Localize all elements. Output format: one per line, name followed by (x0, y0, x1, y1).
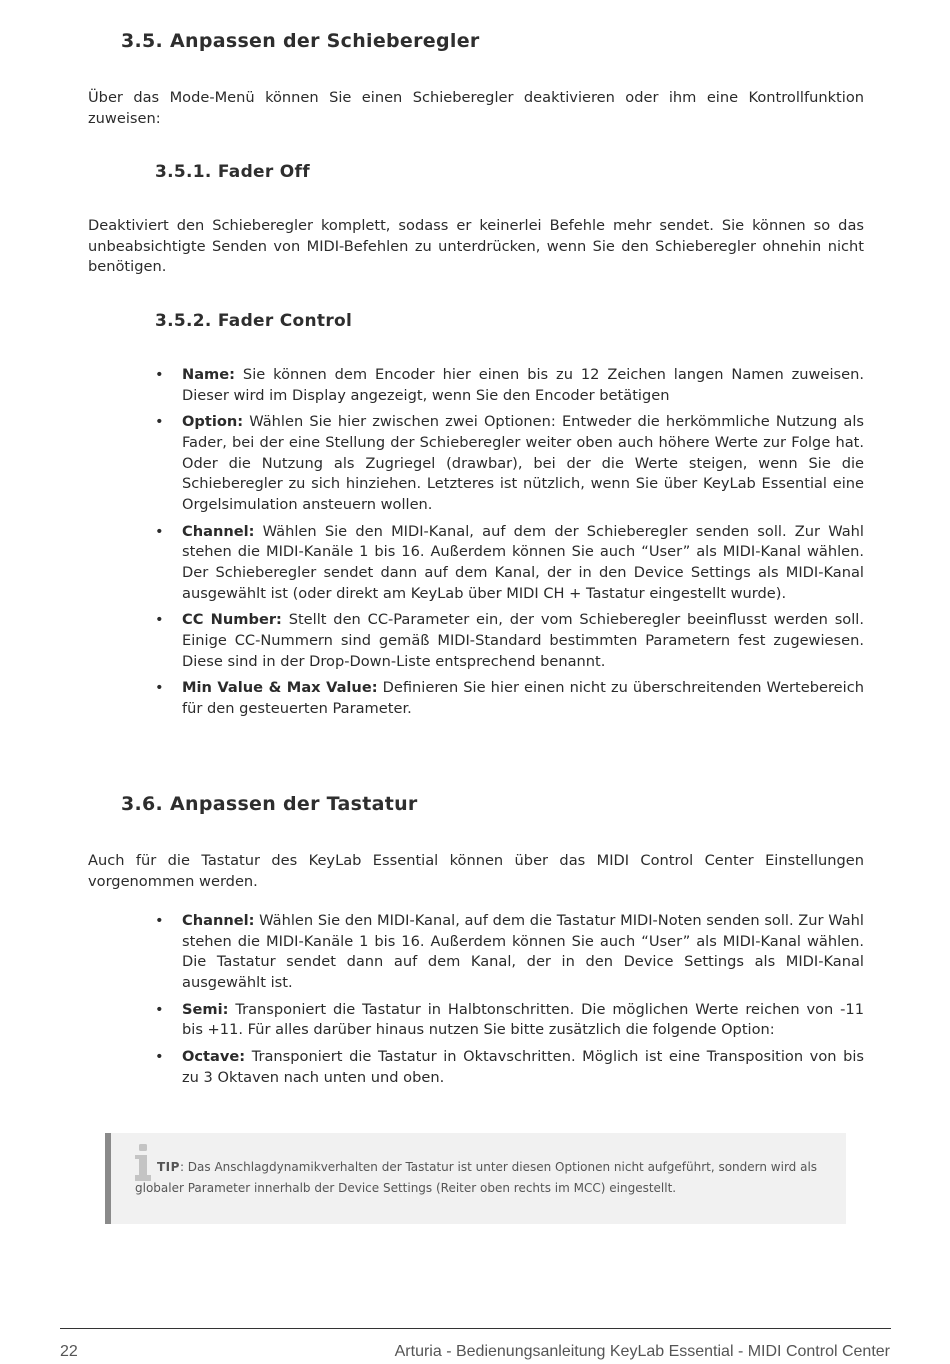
item-text: Definieren Sie hier einen nicht zu überschreitenden Wertebereich für den gesteuerten Parameter. (182, 679, 864, 717)
item-term: CC Number: (182, 611, 282, 629)
list-item (155, 911, 864, 994)
fader-control-list (155, 365, 864, 725)
section-3-5-1-title: 3.5.1. Fader Off (155, 162, 310, 182)
list-item (155, 610, 864, 672)
section-3-6-intro: Auch für die Tastatur des KeyLab Essential können über das MIDI Control Center Einstellungen vorgenommen werden. (88, 852, 864, 890)
item-text: Wählen Sie hier zwischen zwei Optionen: Entweder die herkömmliche Nutzung als Fader, bei der eine Stellung der Schieberegler weiter oben auch höhere Werte zur Folge hat. Oder die Nutzung als Zugriegel (drawbar), bei der die Werte steigen, wenn Sie die Schieberegler zu sich hinziehen. Letzteres ist nützlich, wenn Sie über KeyLab Essential eine Orgelsimulation ansteuern wollen. (182, 413, 864, 514)
tip-label: TIP (157, 1160, 180, 1174)
section-3-5-intro: Über das Mode-Menü können Sie einen Schieberegler deaktivieren oder ihm eine Kontrollfunktion zuweisen: (88, 89, 864, 127)
item-text: Wählen Sie den MIDI-Kanal, auf dem der Schieberegler senden soll. Zur Wahl stehen die MIDI-Kanäle 1 bis 16. Außerdem können Sie auch “User” als MIDI-Kanal wählen. Der Schieberegler sendet dann auf dem Kanal, der in den Device Settings als MIDI-Kanal ausgewählt ist (oder direkt am KeyLab über MIDI CH + Tastatur eingestellt wurde). (182, 522, 864, 602)
list-item (155, 1047, 864, 1088)
bullet-icon: • (155, 413, 164, 431)
item-text: Sie können dem Encoder hier einen bis zu 12 Zeichen langen Namen zuweisen. Dieser wird im Display angezeigt, wenn Sie den Encoder betätigen (182, 366, 864, 404)
bullet-icon: • (155, 611, 164, 629)
item-text: Stellt den CC-Parameter ein, der vom Schieberegler beeinflusst werden soll. Einige CC-Nummern sind gemäß MIDI-Standard bestimmten Parametern fest zugewiesen. Diese sind in der Drop-Down-Liste entsprechend benannt. (182, 611, 864, 670)
footer-divider (60, 1328, 891, 1329)
list-item (155, 678, 864, 719)
item-text: Wählen Sie den MIDI-Kanal, auf dem die Tastatur MIDI-Noten senden soll. Zur Wahl stehen die MIDI-Kanäle 1 bis 16. Außerdem können Sie auch “User” als MIDI-Kanal wählen. Die Tastatur sendet dann auf dem Kanal, der in den Device Settings als MIDI-Kanal ausgewählt ist. (182, 912, 864, 992)
item-text: Transponiert die Tastatur in Oktavschritten. Möglich ist eine Transposition von bis zu 3 Oktaven nach unten und oben. (182, 1047, 864, 1086)
tip-text (135, 1157, 835, 1199)
bullet-icon: • (155, 1000, 164, 1018)
bullet-icon: • (155, 366, 164, 383)
item-term: Option: (182, 413, 244, 431)
item-term: Semi: (182, 1000, 229, 1018)
section-3-5-title: 3.5. Anpassen der Schieberegler (121, 30, 480, 52)
bullet-icon: • (155, 1047, 164, 1065)
section-3-5-2-title: 3.5.2. Fader Control (155, 311, 353, 331)
list-item (155, 1000, 864, 1041)
section-3-6-title: 3.6. Anpassen der Tastatur (121, 793, 418, 815)
item-term: Min Value & Max Value: (182, 679, 378, 697)
footer-document-title: Arturia - Bedienungsanleitung KeyLab Essential - MIDI Control Center (394, 1343, 890, 1360)
bullet-icon: • (155, 522, 164, 540)
list-item (155, 365, 864, 406)
list-item (155, 412, 864, 516)
item-term: Channel: (182, 522, 255, 540)
section-3-5-1-text: Deaktiviert den Schieberegler komplett, sodass er keinerlei Befehle mehr sendet. Sie können so das unbeabsichtigte Senden von MIDI-Befehlen zu unterdrücken, wenn Sie den Schieberegler ohnehin nicht benötigen. (88, 217, 864, 276)
list-item (155, 522, 864, 605)
tip-body: : Das Anschlagdynamikverhalten der Tastatur ist unter diesen Optionen nicht aufgeführt, sondern wird als globaler Parameter innerhalb der Device Settings (Reiter oben rechts im MCC) eingestellt. (135, 1160, 818, 1195)
item-term: Name: (182, 366, 236, 383)
item-term: Channel: (182, 912, 255, 929)
page-number: 22 (60, 1343, 78, 1360)
bullet-icon: • (155, 912, 164, 929)
item-term: Octave: (182, 1047, 246, 1065)
bullet-icon: • (155, 679, 164, 697)
tip-box (105, 1133, 846, 1224)
keyboard-settings-list (155, 911, 864, 1094)
item-text: Transponiert die Tastatur in Halbtonschritten. Die möglichen Werte reichen von -11 bis +11. Für alles darüber hinaus nutzen Sie bitte zusätzlich die folgende Option: (182, 1000, 864, 1039)
